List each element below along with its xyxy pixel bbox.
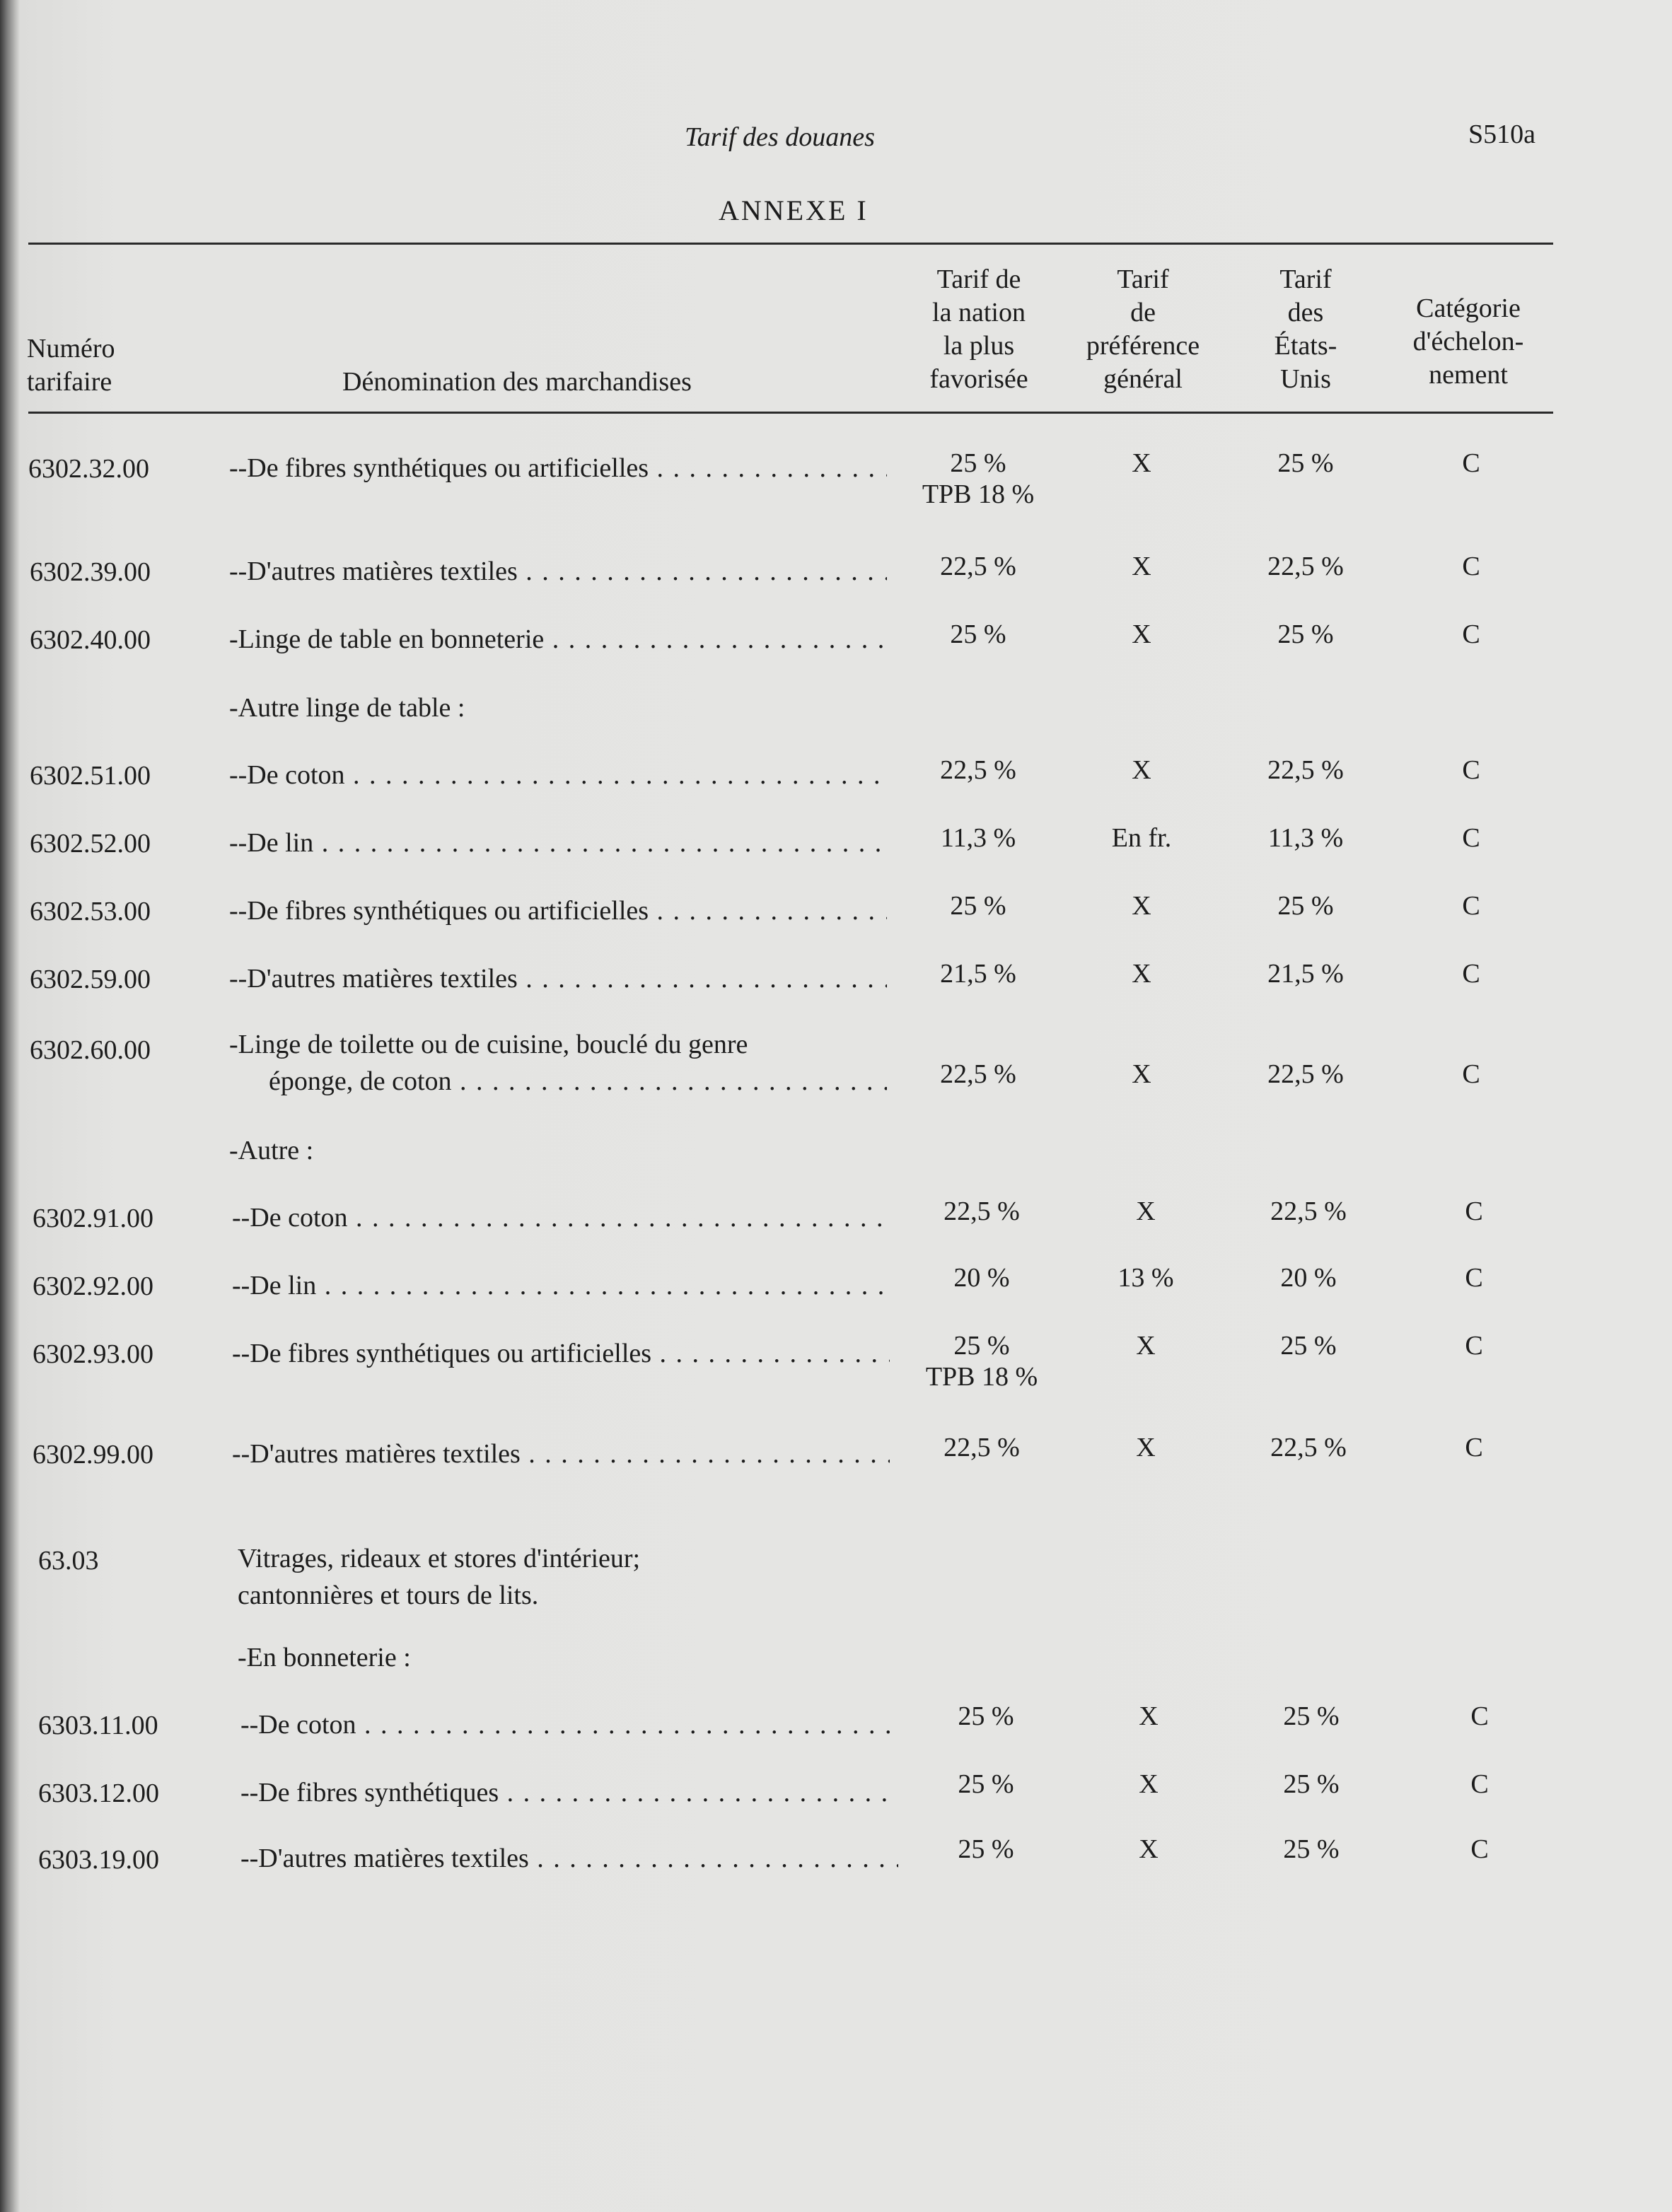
gpt-rate: En fr. bbox=[1111, 823, 1172, 853]
gpt-rate: X bbox=[1136, 1331, 1156, 1361]
goods-description: --De lin . . . bbox=[229, 825, 887, 861]
gpt-rate: X bbox=[1132, 1059, 1151, 1089]
heading-number: 63.03 bbox=[38, 1546, 99, 1576]
ust-rate: 25 % bbox=[1277, 448, 1334, 478]
gpt-rate: X bbox=[1136, 1197, 1156, 1226]
page-header-code: S510a bbox=[1468, 120, 1535, 149]
mfn-rate: 25 % bbox=[958, 1834, 1014, 1864]
gpt-rate: X bbox=[1132, 959, 1151, 989]
tariff-number: 6302.53.00 bbox=[30, 897, 151, 926]
tariff-number: 6302.92.00 bbox=[33, 1271, 153, 1301]
gpt-rate: X bbox=[1139, 1701, 1159, 1731]
goods-description: --De fibres synthétiques ou artificielles . . . bbox=[232, 1335, 890, 1372]
staging-category: C bbox=[1462, 823, 1480, 853]
staging-category: C bbox=[1465, 1331, 1483, 1361]
mfn-rate: 25 % TPB 18 % bbox=[925, 1331, 1038, 1392]
tariff-number: 6302.99.00 bbox=[33, 1440, 153, 1469]
goods-description: --D'autres matières textiles . . . bbox=[240, 1840, 898, 1877]
table-header-rule bbox=[28, 412, 1553, 414]
mfn-rate: 20 % bbox=[953, 1263, 1010, 1293]
staging-category: C bbox=[1462, 891, 1480, 921]
tariff-number: 6303.11.00 bbox=[38, 1711, 158, 1740]
goods-description: --D'autres matières textiles . . . bbox=[229, 553, 887, 590]
mfn-rate: 21,5 % bbox=[940, 959, 1016, 989]
ust-rate: 25 % bbox=[1283, 1769, 1340, 1799]
staging-category: C bbox=[1470, 1834, 1489, 1864]
document-page bbox=[20, 0, 1672, 2212]
col-header-number: Numéro tarifaire bbox=[27, 334, 115, 397]
goods-description: -Linge de toilette ou de cuisine, bouclé du genre éponge, de coton . . . bbox=[229, 1026, 887, 1100]
staging-category: C bbox=[1462, 959, 1480, 989]
gpt-rate: X bbox=[1139, 1769, 1159, 1799]
staging-category: C bbox=[1470, 1701, 1489, 1731]
annex-heading: ANNEXE I bbox=[719, 194, 869, 226]
goods-description: --De fibres synthétiques ou artificielles . . . bbox=[229, 450, 887, 487]
mfn-rate: 22,5 % bbox=[940, 1059, 1016, 1089]
ust-rate: 22,5 % bbox=[1270, 1433, 1347, 1462]
ust-rate: 22,5 % bbox=[1267, 552, 1344, 581]
ust-rate: 25 % bbox=[1280, 1331, 1337, 1361]
goods-description: --De coton . . . bbox=[240, 1706, 898, 1743]
goods-description: -Linge de table en bonneterie . . . bbox=[229, 621, 887, 658]
staging-category: C bbox=[1462, 448, 1480, 478]
tariff-number: 6302.59.00 bbox=[30, 965, 151, 994]
tariff-number: 6302.91.00 bbox=[33, 1204, 153, 1233]
mfn-rate: 22,5 % bbox=[944, 1197, 1020, 1226]
goods-description: --De fibres synthétiques . . . bbox=[240, 1774, 898, 1811]
book-spine-shadow bbox=[0, 0, 20, 2212]
staging-category: C bbox=[1465, 1433, 1483, 1462]
tariff-number: 6302.39.00 bbox=[30, 557, 151, 587]
mfn-rate: 22,5 % bbox=[944, 1433, 1020, 1462]
page-header-title: Tarif des douanes bbox=[685, 122, 875, 152]
ust-rate: 11,3 % bbox=[1267, 823, 1344, 853]
ust-rate: 25 % bbox=[1277, 891, 1334, 921]
ust-rate: 20 % bbox=[1280, 1263, 1337, 1293]
ust-rate: 25 % bbox=[1277, 619, 1334, 649]
ust-rate: 22,5 % bbox=[1267, 1059, 1344, 1089]
goods-description: --D'autres matières textiles . . . bbox=[229, 960, 887, 997]
col-header-mfn: Tarif de la nation la plus favorisée bbox=[929, 264, 1028, 394]
tariff-number: 6302.93.00 bbox=[33, 1339, 153, 1369]
subheading: -Autre : bbox=[229, 1136, 314, 1165]
tariff-number: 6302.40.00 bbox=[30, 625, 151, 655]
staging-category: C bbox=[1462, 1059, 1480, 1089]
col-header-ust: Tarif des États- Unis bbox=[1274, 264, 1337, 394]
goods-description: --De coton . . . bbox=[229, 757, 887, 793]
col-header-category: Catégorie d'échelon- nement bbox=[1412, 293, 1524, 390]
staging-category: C bbox=[1462, 619, 1480, 649]
heading-description: Vitrages, rideaux et stores d'intérieur; cantonnières et tours de lits. bbox=[238, 1544, 641, 1610]
mfn-rate: 25 % TPB 18 % bbox=[922, 448, 1035, 509]
gpt-rate: 13 % bbox=[1117, 1263, 1174, 1293]
staging-category: C bbox=[1462, 552, 1480, 581]
subheading: -En bonneterie : bbox=[238, 1643, 411, 1672]
ust-rate: 25 % bbox=[1283, 1701, 1340, 1731]
tariff-number: 6302.52.00 bbox=[30, 829, 151, 858]
staging-category: C bbox=[1465, 1263, 1483, 1293]
gpt-rate: X bbox=[1139, 1834, 1159, 1864]
col-header-description: Dénomination des marchandises bbox=[342, 367, 692, 397]
staging-category: C bbox=[1470, 1769, 1489, 1799]
gpt-rate: X bbox=[1132, 619, 1151, 649]
gpt-rate: X bbox=[1132, 891, 1151, 921]
gpt-rate: X bbox=[1132, 552, 1151, 581]
gpt-rate: X bbox=[1132, 448, 1151, 478]
goods-description: --De lin . . . bbox=[232, 1267, 890, 1304]
tariff-number: 6302.51.00 bbox=[30, 761, 151, 791]
mfn-rate: 25 % bbox=[958, 1701, 1014, 1731]
tariff-number: 6303.12.00 bbox=[38, 1779, 159, 1808]
mfn-rate: 25 % bbox=[950, 891, 1006, 921]
staging-category: C bbox=[1462, 755, 1480, 785]
mfn-rate: 25 % bbox=[958, 1769, 1014, 1799]
gpt-rate: X bbox=[1136, 1433, 1156, 1462]
tariff-number: 6302.32.00 bbox=[28, 454, 149, 484]
goods-description: --De fibres synthétiques ou artificielles . . . bbox=[229, 892, 887, 929]
ust-rate: 21,5 % bbox=[1267, 959, 1344, 989]
goods-description: --De coton . . . bbox=[232, 1199, 890, 1236]
subheading: -Autre linge de table : bbox=[229, 693, 465, 723]
mfn-rate: 22,5 % bbox=[940, 552, 1016, 581]
table-top-rule bbox=[28, 243, 1553, 245]
tariff-number: 6302.60.00 bbox=[30, 1035, 151, 1065]
goods-description: --D'autres matières textiles . . . bbox=[232, 1436, 890, 1472]
ust-rate: 22,5 % bbox=[1270, 1197, 1347, 1226]
ust-rate: 25 % bbox=[1283, 1834, 1340, 1864]
mfn-rate: 22,5 % bbox=[940, 755, 1016, 785]
col-header-gpt: Tarif de préférence général bbox=[1086, 264, 1200, 394]
tariff-number: 6303.19.00 bbox=[38, 1845, 159, 1875]
gpt-rate: X bbox=[1132, 755, 1151, 785]
mfn-rate: 25 % bbox=[950, 619, 1006, 649]
staging-category: C bbox=[1465, 1197, 1483, 1226]
ust-rate: 22,5 % bbox=[1267, 755, 1344, 785]
mfn-rate: 11,3 % bbox=[940, 823, 1016, 853]
